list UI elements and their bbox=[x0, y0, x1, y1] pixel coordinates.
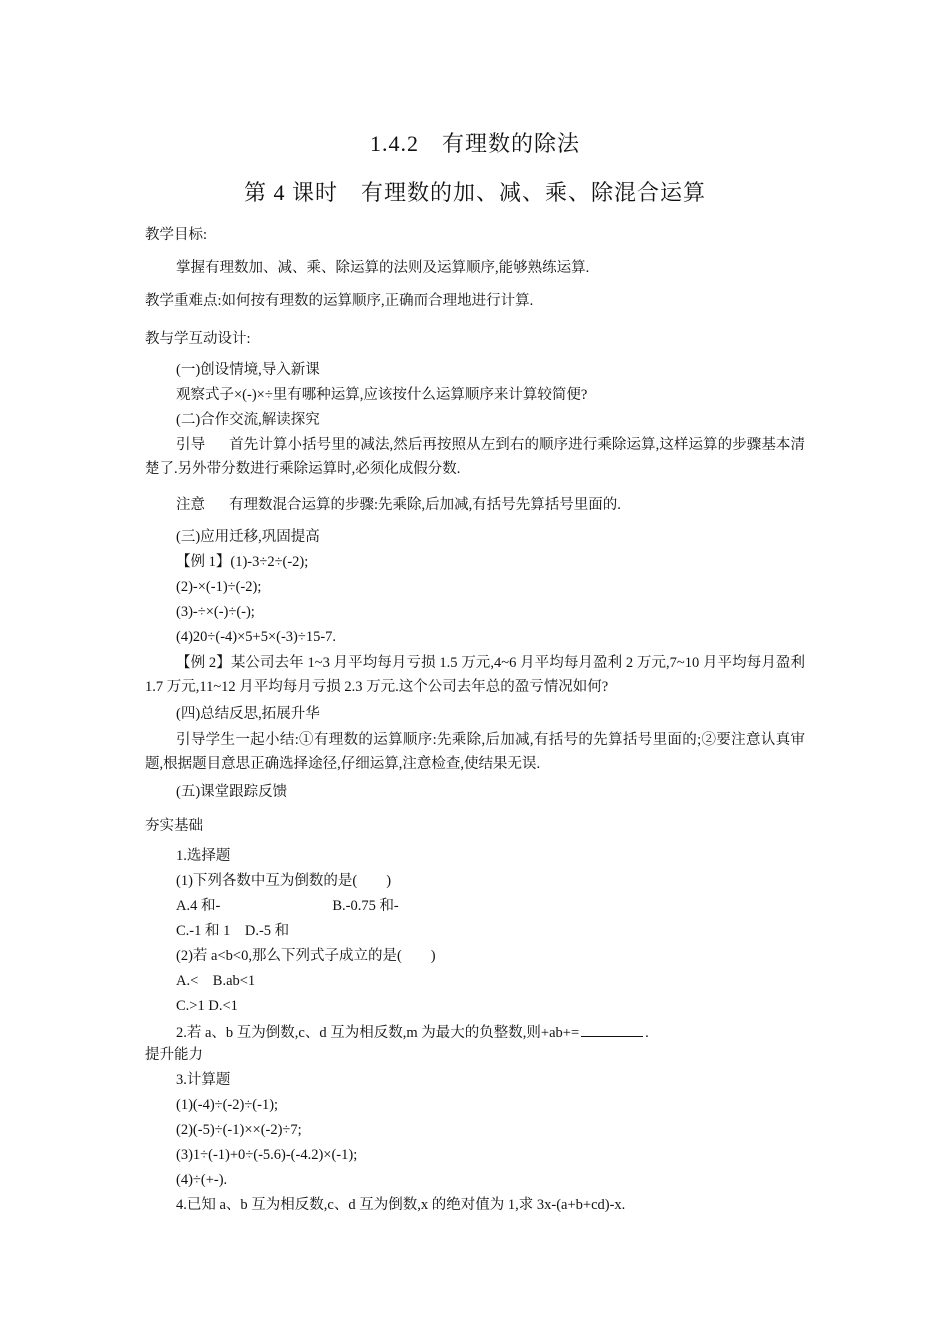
question-2 bbox=[176, 1022, 649, 1042]
basics-label: 夯实基础 bbox=[145, 818, 203, 834]
note-text: 有理数混合运算的步骤:先乘除,后加减,有括号先算括号里面的. bbox=[229, 497, 621, 513]
question-2-end: . bbox=[645, 1025, 649, 1041]
option-b: B.-0.75 和- bbox=[332, 898, 399, 914]
question-1-1-options-ab bbox=[176, 897, 399, 915]
note-label: 注意 bbox=[176, 497, 205, 513]
example-1-q1: (1)-3÷2÷(-2); bbox=[230, 554, 309, 570]
page-title: 1.4.2 有理数的除法 bbox=[369, 131, 580, 156]
section-5-heading: (五)课堂跟踪反馈 bbox=[176, 784, 288, 800]
question-3-4: (4)÷(+-). bbox=[176, 1172, 228, 1188]
guide-label: 引导 bbox=[176, 437, 206, 453]
option-a: A.4 和- bbox=[176, 898, 221, 914]
objectives-label: 教学目标: bbox=[145, 227, 208, 243]
question-1-1: (1)下列各数中互为倒数的是( ) bbox=[176, 873, 392, 889]
objectives-text: 掌握有理数加、减、乘、除运算的法则及运算顺序,能够熟练运算. bbox=[176, 260, 590, 276]
note-line bbox=[176, 496, 621, 514]
question-3-2: (2)(-5)÷(-1)××(-2)÷7; bbox=[176, 1122, 302, 1138]
example-1-q2: (2)-×(-1)÷(-2); bbox=[176, 579, 262, 595]
example-2-paragraph bbox=[145, 651, 805, 699]
question-2-text: 2.若 a、b 互为倒数,c、d 互为相反数,m 为最大的负整数,则+ab+= bbox=[176, 1025, 580, 1041]
section-4-paragraph: 引导学生一起小结:①有理数的运算顺序:先乘除,后加减,有括号的先算括号里面的;②要注意认真审题,根据题目意思正确选择途径,仔细运算,注意检查,使结果无误. bbox=[145, 732, 805, 772]
section-4-heading: (四)总结反思,拓展升华 bbox=[176, 706, 320, 722]
guide-paragraph bbox=[145, 433, 805, 481]
question-1-2: (2)若 a<b<0,那么下列式子成立的是( ) bbox=[176, 948, 436, 964]
question-1-2-options-ab: A.< B.ab<1 bbox=[176, 973, 256, 989]
example-1-line bbox=[176, 553, 308, 571]
section-1-text: 观察式子×(-)×÷里有哪种运算,应该按什么运算顺序来计算较简便? bbox=[176, 387, 588, 403]
design-label: 教与学互动设计: bbox=[145, 331, 251, 347]
section-2-heading: (二)合作交流,解读探究 bbox=[176, 412, 320, 428]
question-1-label: 1.选择题 bbox=[176, 848, 231, 864]
example-2-label: 【例 2】 bbox=[176, 655, 231, 671]
answer-blank bbox=[581, 1022, 643, 1037]
example-1-q4: (4)20÷(-4)×5+5×(-3)÷15-7. bbox=[176, 629, 337, 645]
example-2-text: 某公司去年 1~3 月平均每月亏损 1.5 万元,4~6 月平均每月盈利 2 万元,7~10 月平均每月盈利 1.7 万元,11~12 月平均每月亏损 2.3 万元.这个公司去年总的盈亏情况如何? bbox=[145, 655, 805, 695]
lesson-subtitle: 第 4 课时 有理数的加、减、乘、除混合运算 bbox=[243, 180, 706, 205]
question-1-1-options-cd: C.-1 和 1 D.-5 和 bbox=[176, 923, 290, 939]
question-1-2-options-cd: C.>1 D.<1 bbox=[176, 998, 238, 1014]
section-1-heading: (一)创设情境,导入新课 bbox=[176, 362, 320, 378]
question-3-label: 3.计算题 bbox=[176, 1072, 231, 1088]
question-3-1: (1)(-4)÷(-2)÷(-1); bbox=[176, 1097, 279, 1113]
example-1-label: 【例 1】 bbox=[176, 554, 231, 570]
guide-text: 首先计算小括号里的减法,然后再按照从左到右的顺序进行乘除运算,这样运算的步骤基本清楚了.另外带分数进行乘除运算时,必须化成假分数. bbox=[145, 437, 806, 477]
section-3-heading: (三)应用迁移,巩固提高 bbox=[176, 529, 320, 545]
ability-label: 提升能力 bbox=[145, 1047, 203, 1063]
key-point: 教学重难点:如何按有理数的运算顺序,正确而合理地进行计算. bbox=[145, 293, 534, 309]
question-3-3: (3)1÷(-1)+0÷(-5.6)-(-4.2)×(-1); bbox=[176, 1147, 358, 1163]
example-1-q3: (3)-÷×(-)÷(-); bbox=[176, 604, 255, 620]
question-4: 4.已知 a、b 互为相反数,c、d 互为倒数,x 的绝对值为 1,求 3x-(a+b+cd)-x. bbox=[176, 1197, 626, 1213]
